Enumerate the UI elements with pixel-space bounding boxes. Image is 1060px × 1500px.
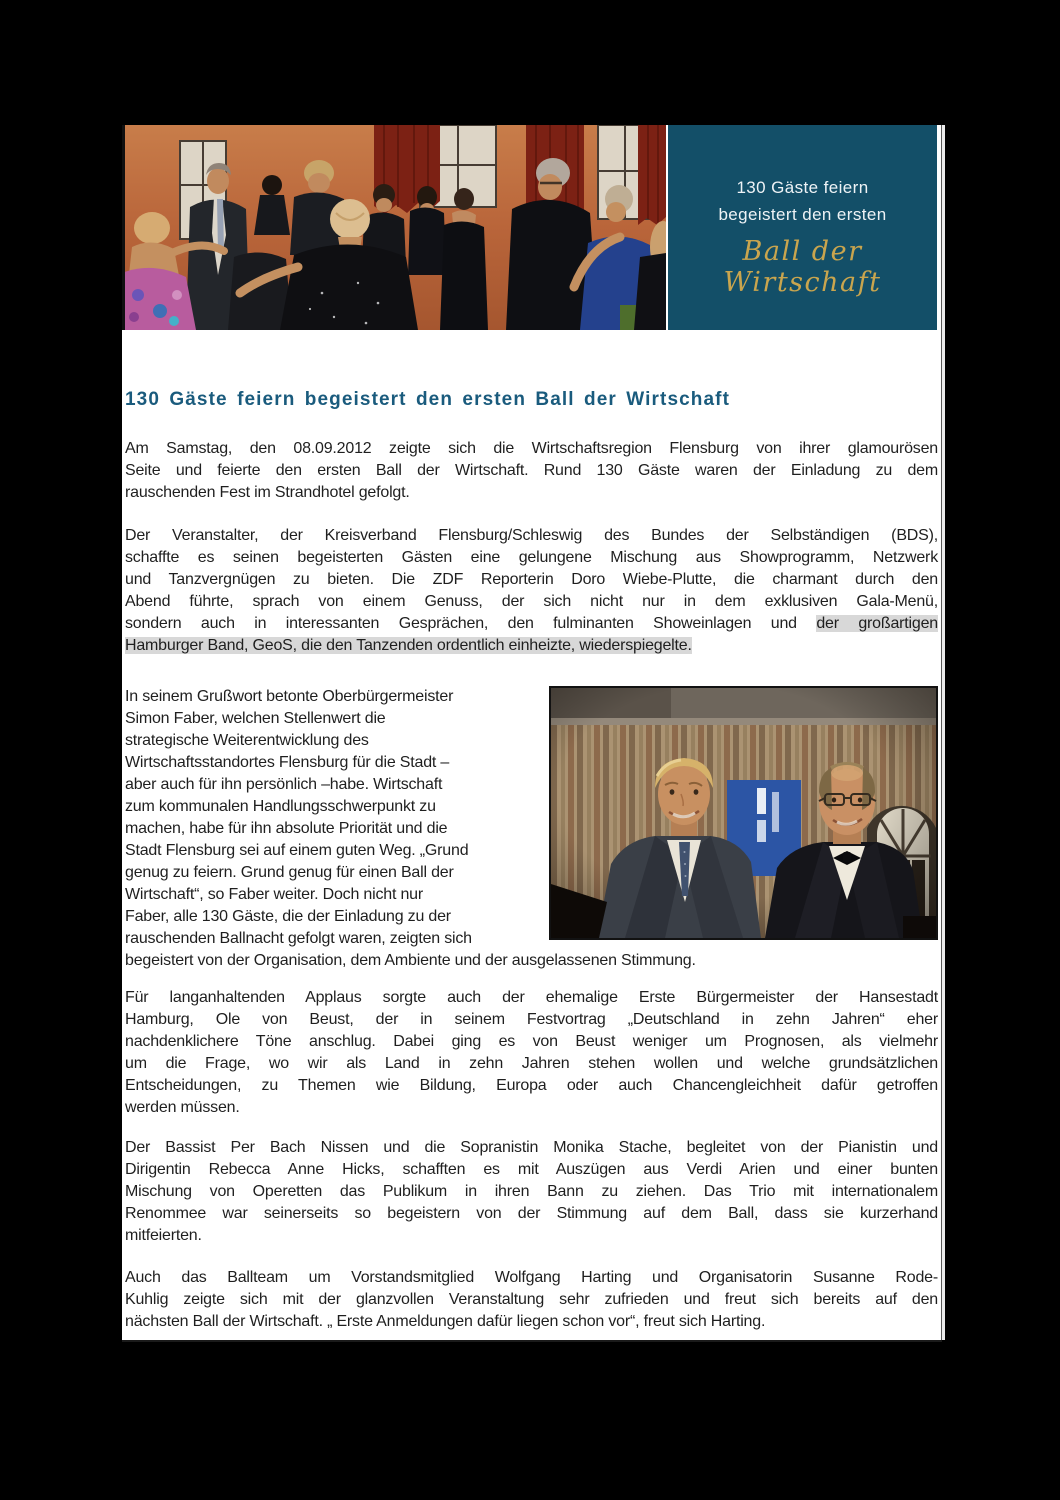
text-line: In seinem Grußwort betonte Oberbürgermeister — [125, 688, 454, 705]
text-line: mitfeierten. — [125, 1227, 202, 1244]
text-line: rauschenden Fest im Strandhotel gefolgt. — [125, 484, 410, 501]
text-line: Für langanhaltenden Applaus sorgte auch der ehemalige Erste Bürgermeister der Hansestadt — [125, 989, 938, 1006]
text-line: zum kommunalen Handlungsschwerpunkt zu — [125, 798, 436, 815]
text-line: genug zu feiern. Grund genug für einen Ball der — [125, 864, 454, 881]
text-line: aber auch für ihn persönlich –habe. Wirtschaft — [125, 776, 443, 793]
highlighted-text: Hamburger Band, GeoS, die den Tanzenden ordentlich einheizte, wiederspiegelte. — [125, 637, 692, 654]
text-line: und Tanzvergnügen zu bieten. Die ZDF Reporterin Doro Wiebe-Plutte, die charmant durch den — [125, 571, 938, 588]
text-line: nächsten Ball der Wirtschaft. „ Erste Anmeldungen dafür liegen schon vor“, freut sich Harting. — [125, 1313, 766, 1330]
ball-dancing-photo-graphic — [122, 125, 666, 330]
ball-dancing-photo — [122, 125, 666, 330]
paragraph-2 — [125, 525, 938, 657]
banner-caption-line1: 130 Gäste feiern — [736, 178, 869, 197]
text-line: Hamburg, Ole von Beust, der in seinem Festvortrag „Deutschland in zehn Jahren“ eher — [125, 1011, 938, 1028]
text-line: um die Frage, wo wir als Land in zehn Jahren stehen wollen und welche grundsätzlichen — [125, 1055, 938, 1072]
text-line: Stadt Flensburg sei auf einem guten Weg. „Grund — [125, 842, 469, 859]
text-line: Mischung von Operetten das Publikum in ihren Bann zu ziehen. Das Trio mit internationalem — [125, 1183, 938, 1200]
text-line: Abend führte, sprach von einem Genuss, der sich nicht nur in dem exklusiven Gala-Menü, — [125, 593, 938, 610]
header-banner — [122, 125, 937, 330]
paragraph-6 — [125, 1267, 938, 1333]
paragraph-5 — [125, 1137, 938, 1247]
banner-caption-script: Ball der Wirtschaft — [723, 236, 882, 298]
article-body — [125, 388, 938, 1333]
mayor-and-guest-photo-graphic — [549, 686, 938, 940]
text-line: strategische Weiterentwicklung des — [125, 732, 369, 749]
text-line: Dirigentin Rebecca Anne Hicks, schafften es mit Auszügen aus Verdi Arien und einer bunten — [125, 1161, 938, 1178]
text-line: Renommee war seinerseits so begeistern von der Stimmung auf dem Ball, dass sie kurzerhand — [125, 1205, 938, 1222]
paragraph-3-text-column — [125, 686, 549, 950]
text-line: Faber, alle 130 Gäste, die der Einladung zu der — [125, 908, 451, 925]
text-line: Seite und feierte den ersten Ball der Wirtschaft. Rund 130 Gäste waren der Einladung zu dem — [125, 462, 938, 479]
text-line: Simon Faber, welchen Stellenwert die — [125, 710, 386, 727]
banner-caption-box — [668, 125, 937, 330]
text-line: Auch das Ballteam um Vorstandsmitglied Wolfgang Harting und Organisatorin Susanne Rode- — [125, 1269, 938, 1286]
text-line — [125, 635, 938, 657]
article-title: 130 Gäste feiern begeistert den ersten Ball der Wirtschaft — [125, 389, 731, 410]
text-line — [125, 613, 938, 635]
paragraph-3-with-photo — [125, 686, 938, 950]
text-line: schaffte es seinen begeisterten Gästen eine gelungene Mischung aus Showprogramm, Netzwerk — [125, 549, 938, 566]
text-segment: sondern auch in interessanten Gesprächen, den fulminanten Showeinlagen und — [125, 615, 797, 632]
text-line: Entscheidungen, zu Themen wie Bildung, Europa oder auch Chancengleichheit dafür getroffen — [125, 1077, 938, 1094]
text-line: Wirtschaft“, so Faber weiter. Doch nicht nur — [125, 886, 423, 903]
banner-caption-line2: begeistert den ersten — [718, 205, 887, 224]
text-line: Der Veranstalter, der Kreisverband Flensburg/Schleswig des Bundes der Selbständigen (BDS), — [125, 527, 938, 544]
paragraph-1 — [125, 438, 938, 504]
paragraph-4 — [125, 987, 938, 1119]
highlighted-text: der großartigen — [816, 615, 938, 632]
text-line: Der Bassist Per Bach Nissen und die Sopranistin Monika Stache, begleitet von der Pianistin und — [125, 1139, 938, 1156]
paragraph-3-closing-line: begeistert von der Organisation, dem Ambiente und der ausgelassenen Stimmung. — [125, 952, 696, 969]
text-line: Am Samstag, den 08.09.2012 zeigte sich die Wirtschaftsregion Flensburg von ihrer glamourösen — [125, 440, 938, 457]
document-page — [122, 125, 942, 1340]
text-line: werden müssen. — [125, 1099, 240, 1116]
text-line: nachdenklichere Töne anschlug. Dabei ging es von Beust weniger um Prognosen, als vielmehr — [125, 1033, 938, 1050]
text-line: Wirtschaftsstandortes Flensburg für die Stadt – — [125, 754, 450, 771]
text-line: machen, habe für ihn absolute Priorität und die — [125, 820, 448, 837]
text-line: rauschenden Ballnacht gefolgt waren, zeigten sich — [125, 930, 472, 947]
text-line: Kuhlig zeigte sich mit der glanzvollen Veranstaltung sehr zufrieden und freut sich bereits auf den — [125, 1291, 938, 1308]
mayor-and-guest-photo — [549, 686, 938, 940]
